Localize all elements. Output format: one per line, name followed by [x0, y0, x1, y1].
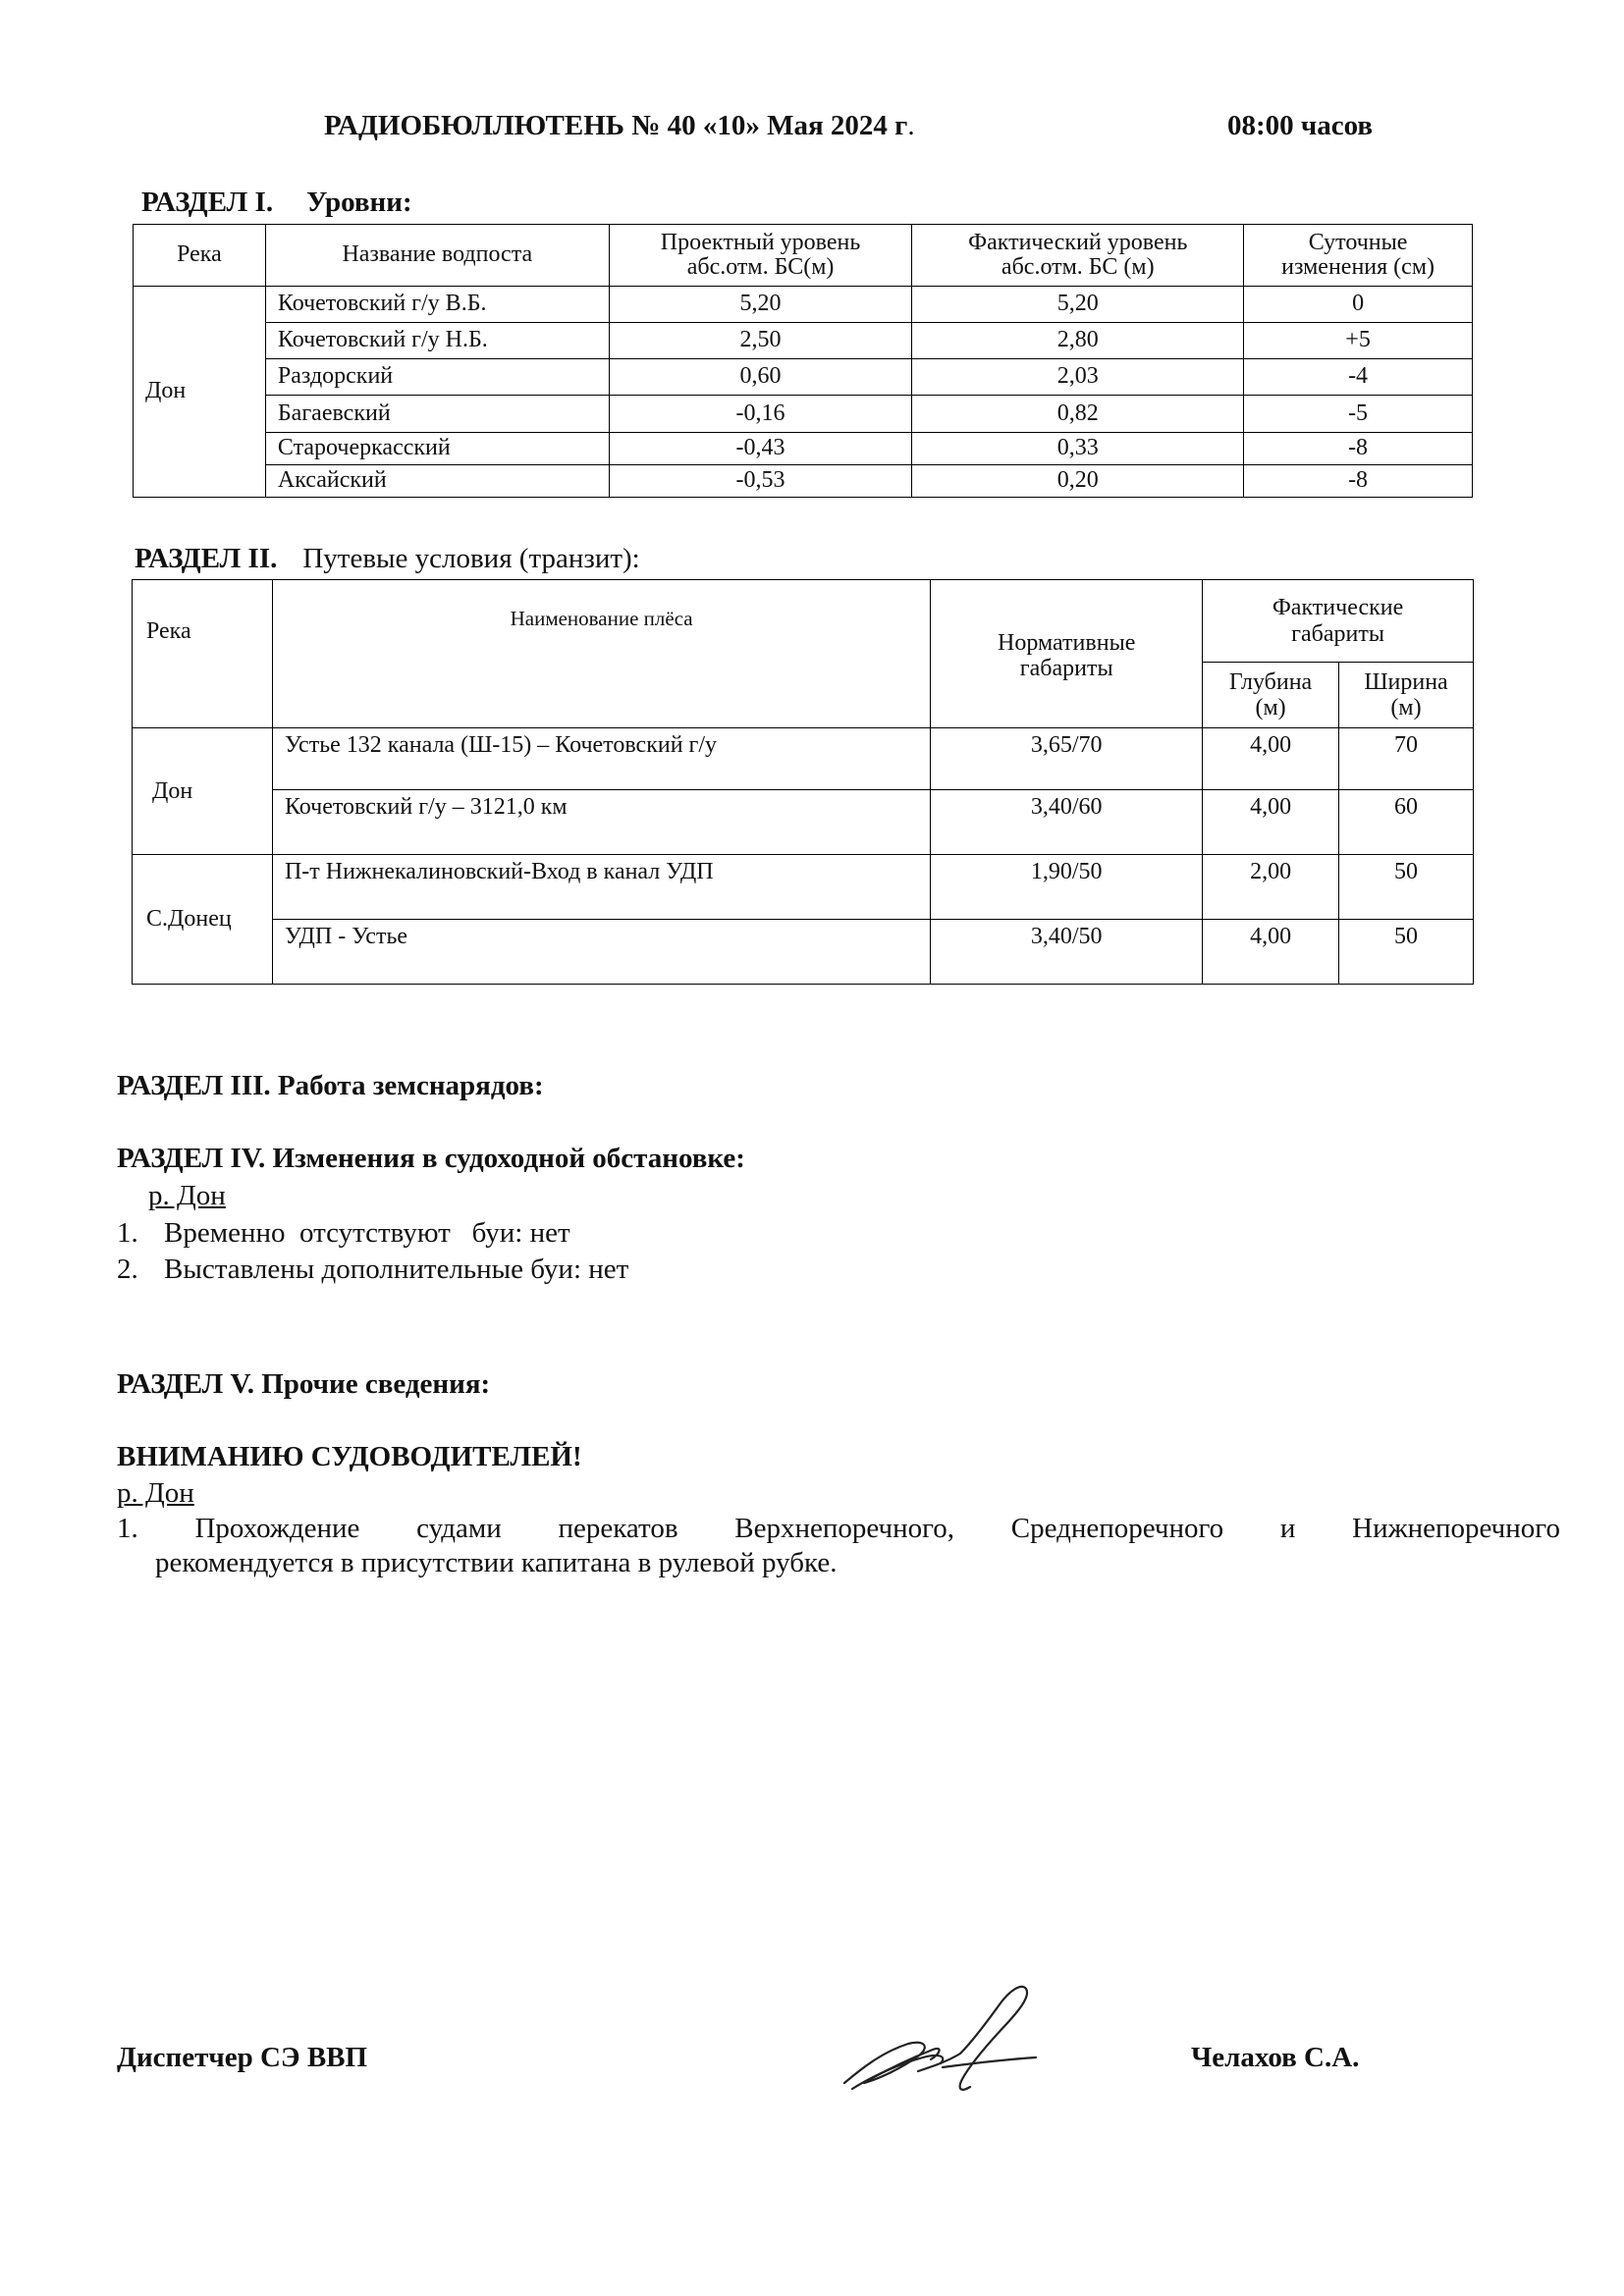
levels-river-cell: Дон: [134, 287, 266, 498]
route-river-cell: С.Донец: [133, 855, 273, 985]
levels-header-river: Река: [134, 225, 266, 287]
section1-heading: [141, 187, 412, 219]
table-row: [133, 790, 1474, 855]
section2-title: Путевые условия (транзит):: [302, 543, 640, 574]
section1-number: РАЗДЕЛ I.: [141, 187, 274, 218]
word: Прохождение: [194, 1513, 360, 1544]
attention-item-number: 1.: [117, 1513, 138, 1544]
word: Среднепоречного: [1010, 1513, 1224, 1544]
attention-item-line1: [117, 1513, 1560, 1545]
route-stretch: УДП - Устье: [272, 920, 930, 985]
list-item: [117, 1254, 628, 1286]
section2-number: РАЗДЕЛ II.: [135, 543, 278, 574]
route-width: 70: [1339, 728, 1474, 790]
levels-header-row: [134, 225, 1473, 287]
route-header-row: [133, 580, 1474, 663]
attention-item-line2: рекомендуется в присутствии капитана в рулевой рубке.: [155, 1547, 838, 1578]
dispatcher-name: Челахов С.А.: [1191, 2042, 1360, 2073]
levels-change: 0: [1244, 287, 1473, 323]
table-row: [134, 287, 1473, 323]
section2-heading: [135, 543, 640, 575]
route-width: 50: [1339, 855, 1474, 920]
section4-heading: РАЗДЕЛ IV. Изменения в судоходной обстановке:: [117, 1143, 745, 1174]
levels-header-daily: Суточные изменения (см): [1244, 225, 1473, 287]
levels-post: Раздорский: [265, 359, 609, 396]
table-row: [134, 323, 1473, 359]
route-header-norm: Нормативные габариты: [931, 580, 1203, 728]
word: перекатов: [558, 1513, 678, 1544]
table-row: [133, 728, 1474, 790]
levels-header-design: Проектный уровень абс.отм. БС(м): [609, 225, 912, 287]
table-row: [134, 359, 1473, 396]
route-norm: 3,65/70: [931, 728, 1203, 790]
route-header-stretch: Наименование плёса: [272, 580, 930, 728]
levels-change: -5: [1244, 396, 1473, 433]
list-item-text: Временно отсутствуют буи: нет: [164, 1217, 570, 1249]
bulletin-time: 08:00 часов: [1227, 110, 1374, 141]
word: Верхнепоречного,: [734, 1513, 955, 1544]
levels-actual: 5,20: [912, 287, 1244, 323]
table-row: [134, 433, 1473, 465]
levels-change: -8: [1244, 433, 1473, 465]
dispatcher-position: Диспетчер СЭ ВВП: [117, 2042, 368, 2073]
route-conditions-table: [132, 579, 1474, 985]
levels-design: -0,16: [609, 396, 912, 433]
section3-heading: РАЗДЕЛ III. Работа земснарядов:: [117, 1070, 544, 1101]
signature-image: [825, 1973, 1070, 2120]
levels-design: 5,20: [609, 287, 912, 323]
route-header-fact: Фактические габариты: [1203, 580, 1474, 663]
route-header-depth: Глубина (м): [1203, 663, 1339, 728]
table-row: [134, 465, 1473, 498]
route-stretch: Устье 132 канала (Ш-15) – Кочетовский г/у: [272, 728, 930, 790]
levels-actual: 0,82: [912, 396, 1244, 433]
route-river-cell: Дон: [133, 728, 273, 855]
section1-title: Уровни:: [306, 187, 412, 218]
route-depth: 4,00: [1203, 790, 1339, 855]
route-depth: 4,00: [1203, 728, 1339, 790]
route-header-river: Река: [133, 580, 273, 728]
bulletin-title-text: РАДИОБЮЛЛЮТЕНЬ № 40 «10» Мая 2024 г: [324, 110, 908, 141]
attention-river: р. Дон: [117, 1477, 194, 1509]
word: Нижнепоречного: [1352, 1513, 1560, 1544]
route-norm: 3,40/50: [931, 920, 1203, 985]
route-stretch: П-т Нижнекалиновский-Вход в канал УДП: [272, 855, 930, 920]
section4-river: р. Дон: [148, 1180, 226, 1211]
table-row: [134, 396, 1473, 433]
list-item-number: 1.: [117, 1217, 138, 1249]
list-item: [117, 1217, 570, 1250]
list-item-text: Выставлены дополнительные буи: нет: [164, 1254, 629, 1285]
section5-heading: РАЗДЕЛ V. Прочие сведения:: [117, 1368, 491, 1400]
route-stretch: Кочетовский г/у – 3121,0 км: [272, 790, 930, 855]
route-header-width: Ширина (м): [1339, 663, 1474, 728]
levels-change: -8: [1244, 465, 1473, 498]
route-norm: 3,40/60: [931, 790, 1203, 855]
route-width: 60: [1339, 790, 1474, 855]
levels-design: 0,60: [609, 359, 912, 396]
levels-actual: 2,80: [912, 323, 1244, 359]
table-row: [133, 920, 1474, 985]
levels-post: Кочетовский г/у Н.Б.: [265, 323, 609, 359]
levels-actual: 0,33: [912, 433, 1244, 465]
levels-post: Багаевский: [265, 396, 609, 433]
word: судами: [416, 1513, 502, 1544]
levels-table: [133, 224, 1473, 498]
levels-post: Старочеркасский: [265, 433, 609, 465]
levels-header-actual: Фактический уровень абс.отм. БС (м): [912, 225, 1244, 287]
levels-design: -0,53: [609, 465, 912, 498]
levels-actual: 0,20: [912, 465, 1244, 498]
attention-item: [117, 1513, 1560, 1579]
levels-post: Кочетовский г/у В.Б.: [265, 287, 609, 323]
bulletin-title-dot: .: [907, 110, 915, 141]
word: и: [1279, 1513, 1296, 1544]
levels-design: 2,50: [609, 323, 912, 359]
list-item-number: 2.: [117, 1254, 138, 1285]
route-depth: 2,00: [1203, 855, 1339, 920]
levels-post: Аксайский: [265, 465, 609, 498]
route-width: 50: [1339, 920, 1474, 985]
bulletin-title: [324, 110, 915, 142]
levels-header-post: Название водпоста: [265, 225, 609, 287]
route-norm: 1,90/50: [931, 855, 1203, 920]
levels-actual: 2,03: [912, 359, 1244, 396]
levels-change: +5: [1244, 323, 1473, 359]
route-depth: 4,00: [1203, 920, 1339, 985]
table-row: [133, 855, 1474, 920]
levels-change: -4: [1244, 359, 1473, 396]
attention-heading: ВНИМАНИЮ СУДОВОДИТЕЛЕЙ!: [117, 1441, 582, 1472]
levels-design: -0,43: [609, 433, 912, 465]
